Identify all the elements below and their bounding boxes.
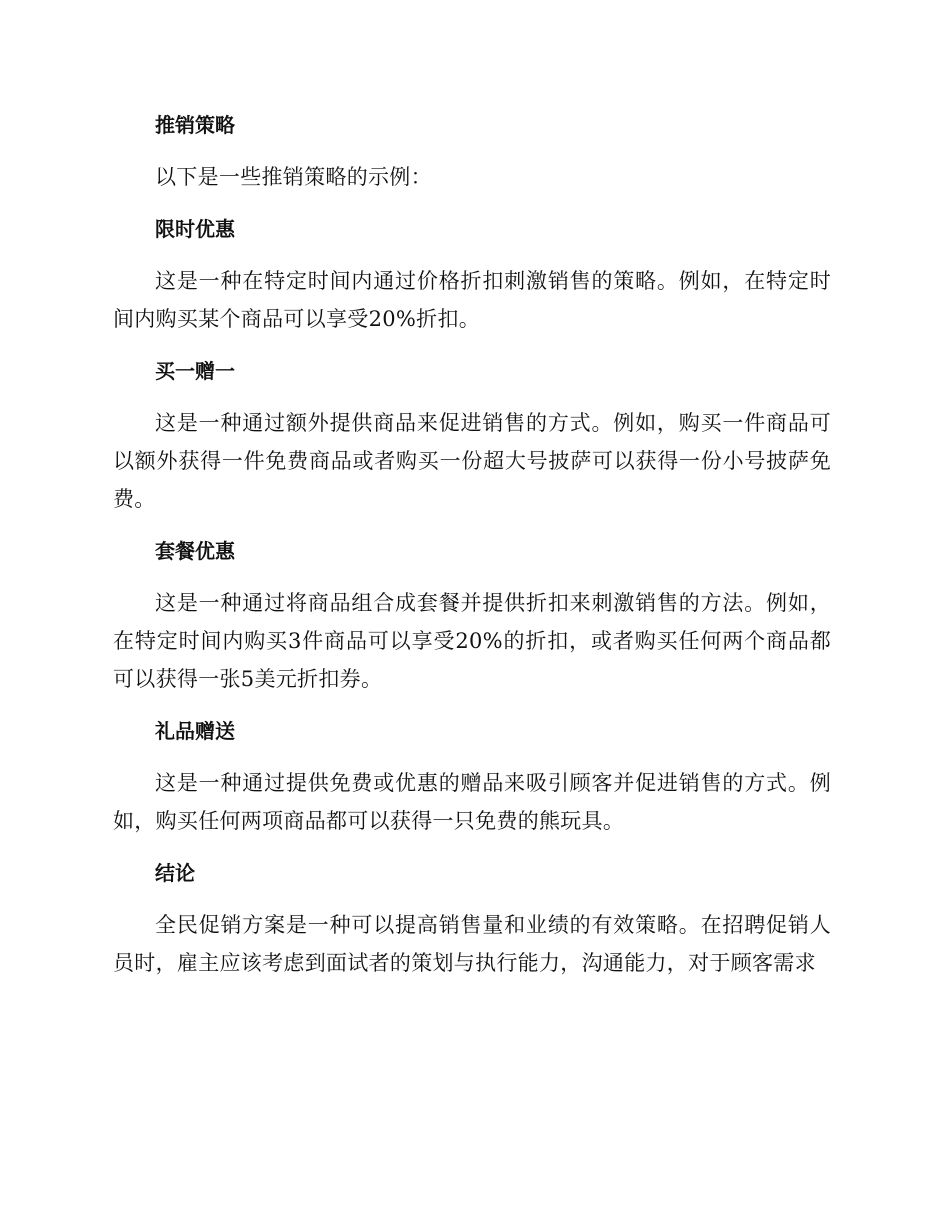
intro-paragraph: 以下是一些推销策略的示例： bbox=[155, 165, 432, 189]
section-body-buy-one-get-one: 这是一种通过额外提供商品来促进销售的方式。例如，购买一件商品可以额外获得一件免费商品或者购买一份超大号披萨可以获得一份小号披萨免费。 bbox=[113, 411, 831, 511]
section-heading-gift: 礼品赠送 bbox=[155, 719, 235, 743]
section-heading-conclusion: 结论 bbox=[155, 861, 195, 885]
section-heading-limited-time: 限时优惠 bbox=[155, 217, 235, 241]
section-title: 推销策略 bbox=[155, 113, 235, 137]
document-body bbox=[113, 106, 831, 996]
section-heading-buy-one-get-one: 买一赠一 bbox=[155, 359, 235, 383]
section-body-bundle: 这是一种通过将商品组合成套餐并提供折扣来刺激销售的方法。例如，在特定时间内购买3件商品可以享受20%的折扣，或者购买任何两个商品都可以获得一张5美元折扣券。 bbox=[113, 591, 831, 691]
section-body-limited-time: 这是一种在特定时间内通过价格折扣刺激销售的策略。例如，在特定时间内购买某个商品可以享受20%折扣。 bbox=[113, 269, 831, 331]
section-body-gift: 这是一种通过提供免费或优惠的赠品来吸引顾客并促进销售的方式。例如，购买任何两项商品都可以获得一只免费的熊玩具。 bbox=[113, 771, 831, 833]
section-body-conclusion: 全民促销方案是一种可以提高销售量和业绩的有效策略。在招聘促销人员时，雇主应该考虑到面试者的策划与执行能力，沟通能力，对于顾客需求 bbox=[113, 913, 831, 975]
section-heading-bundle: 套餐优惠 bbox=[155, 539, 235, 563]
